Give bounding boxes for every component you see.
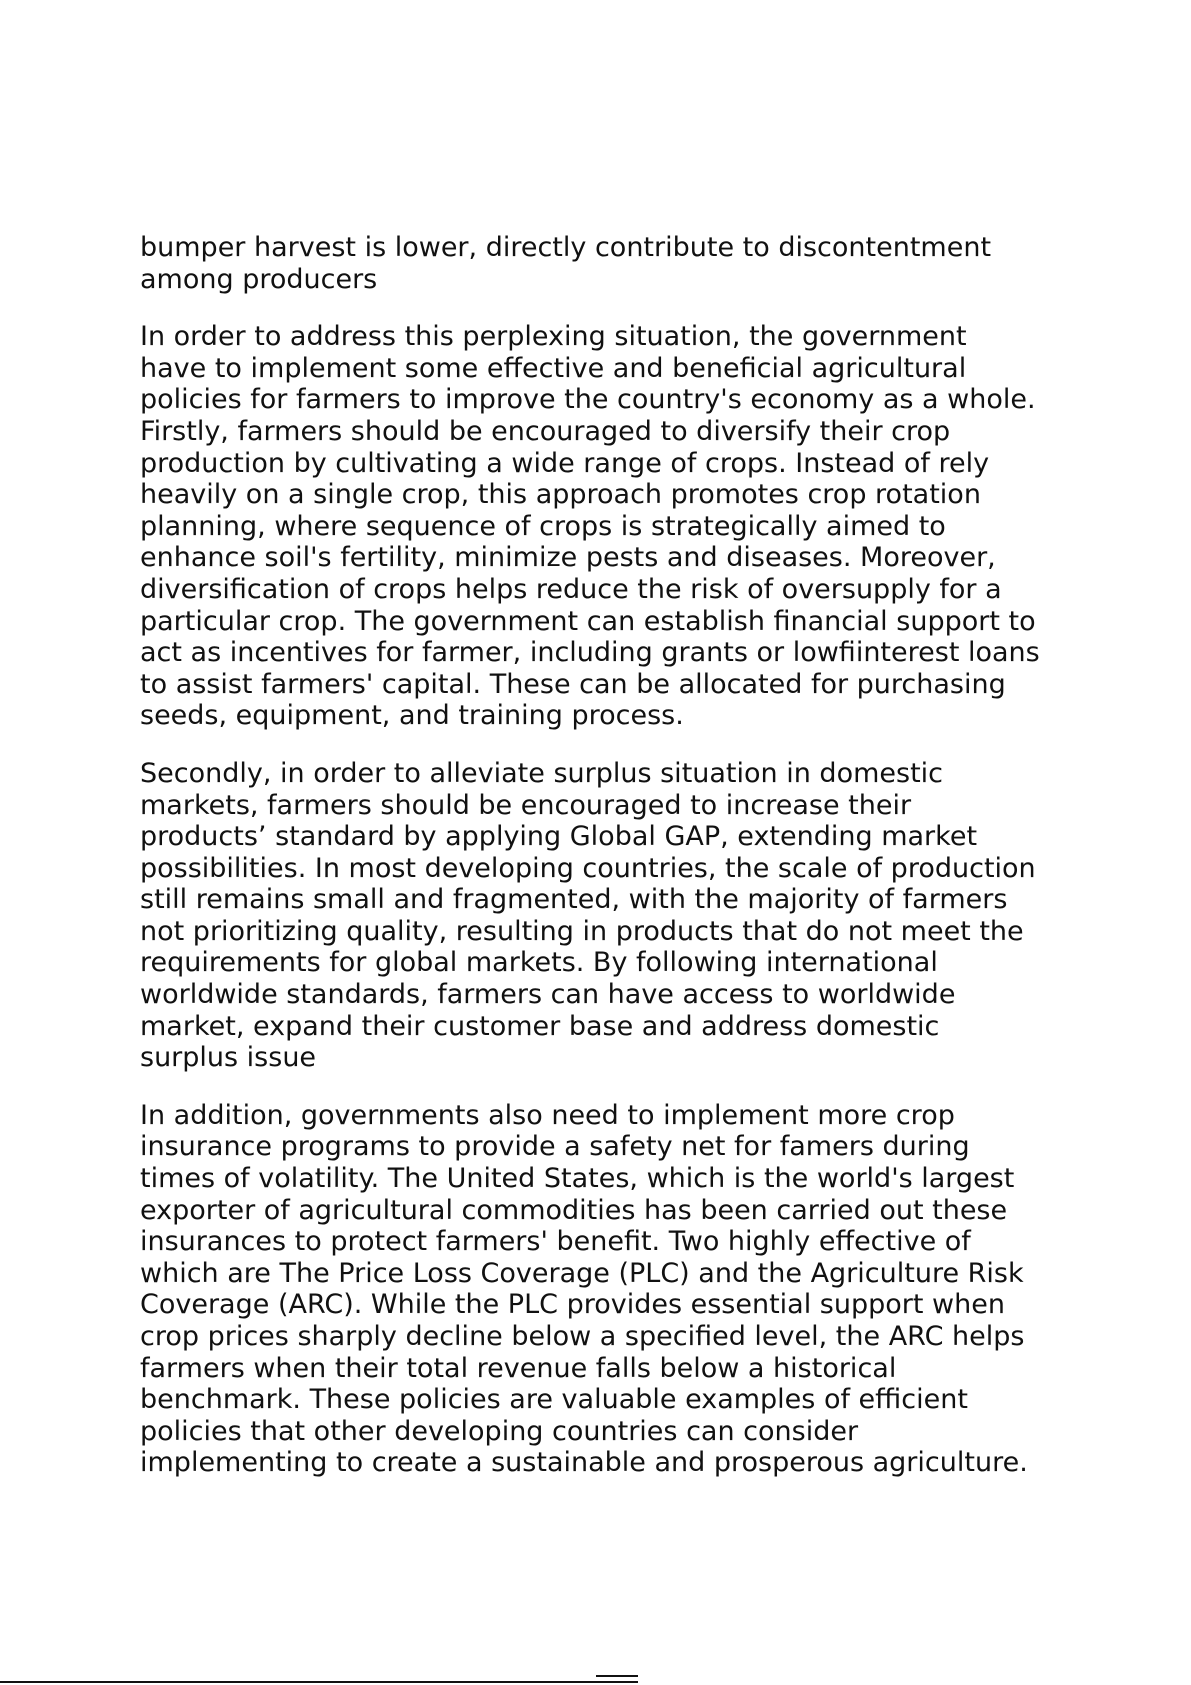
footnote-separator-mark <box>596 1675 638 1677</box>
text-line: Secondly, in order to alleviate surplus situation in domestic <box>140 757 943 789</box>
text-line: Firstly, farmers should be encouraged to diversify their crop <box>140 415 951 447</box>
text-line: enhance soil's fertility, minimize pests and diseases. Moreover, <box>140 542 996 574</box>
text-line: insurances to protect farmers' benefit. Two highly effective of <box>140 1226 971 1258</box>
text-line: worldwide standards, farmers can have access to worldwide <box>140 979 956 1011</box>
text-line: bumper harvest is lower, directly contribute to discontentment <box>140 232 992 263</box>
text-line: exporter of agricultural commodities has been carried out these <box>140 1194 1008 1226</box>
text-line: act as incentives for farmer, including grants or lowfiinterest loans <box>140 637 1040 669</box>
text-line: which are The Price Loss Coverage (PLC) and the Agriculture Risk <box>140 1257 1024 1289</box>
paragraph-3 <box>140 758 1075 1074</box>
text-line: planning, where sequence of crops is strategically aimed to <box>140 510 946 542</box>
document-body <box>140 232 1075 1505</box>
text-line: benchmark. These policies are valuable examples of efficient <box>140 1384 968 1416</box>
text-line: to assist farmers' capital. These can be allocated for purchasing <box>140 668 1006 700</box>
text-line: heavily on a single crop, this approach promotes crop rotation <box>140 479 981 511</box>
text-line: requirements for global markets. By following international <box>140 947 938 979</box>
text-line: particular crop. The government can establish financial support to <box>140 605 1036 637</box>
text-line: implementing to create a sustainable and prosperous agriculture. <box>140 1447 1028 1479</box>
text-line: markets, farmers should be encouraged to increase their <box>140 789 912 821</box>
text-line: among producers <box>140 263 378 295</box>
text-line: not prioritizing quality, resulting in products that do not meet the <box>140 915 1024 947</box>
text-line: In addition, governments also need to implement more crop <box>140 1099 955 1131</box>
text-line: Coverage (ARC). While the PLC provides essential support when <box>140 1289 1005 1321</box>
text-line: insurance programs to provide a safety net for famers during <box>140 1131 970 1163</box>
text-line: diversification of crops helps reduce the risk of oversupply for a <box>140 573 1002 605</box>
text-line: farmers when their total revenue falls below a historical <box>140 1352 897 1384</box>
text-line: possibilities. In most developing countries, the scale of production <box>140 852 1036 884</box>
text-line: In order to address this perplexing situation, the government <box>140 321 967 353</box>
text-line: seeds, equipment, and training process. <box>140 700 684 732</box>
text-line: surplus issue <box>140 1042 317 1074</box>
text-line: market, expand their customer base and address domestic <box>140 1010 940 1042</box>
paragraph-4 <box>140 1100 1075 1479</box>
paragraph-1 <box>140 232 1075 295</box>
text-line: still remains small and fragmented, with the majority of farmers <box>140 884 1008 916</box>
text-line: production by cultivating a wide range of crops. Instead of rely <box>140 447 990 479</box>
text-line: policies for farmers to improve the country's economy as a whole. <box>140 384 1036 416</box>
text-line: products’ standard by applying Global GAP, extending market <box>140 821 978 853</box>
text-line: times of volatility. The United States, which is the world's largest <box>140 1163 1015 1195</box>
text-line: have to implement some effective and beneficial agricultural <box>140 352 967 384</box>
text-line: policies that other developing countries can consider <box>140 1415 859 1447</box>
footnote-separator-rule <box>0 1681 638 1683</box>
text-line: crop prices sharply decline below a specified level, the ARC helps <box>140 1321 1025 1352</box>
paragraph-2 <box>140 321 1075 732</box>
